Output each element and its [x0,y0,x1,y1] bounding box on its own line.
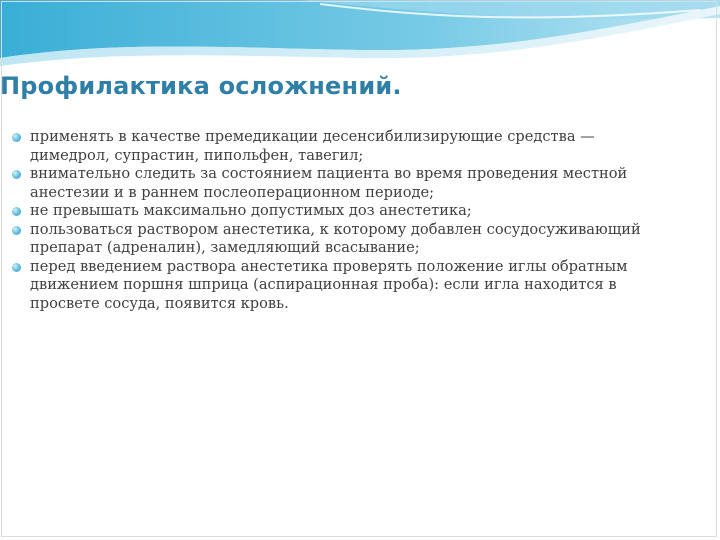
list-item [12,128,652,165]
bullet-text: внимательно следить за состоянием пациента во время проведения местной анестезии и в раннем послеоперационном периоде; [30,165,628,201]
bullet-dot-icon [12,207,21,216]
bullet-dot-icon [12,170,21,179]
header-wave-decoration [0,0,720,80]
slide-title: Профилактика осложнений. [0,72,402,100]
bullet-dot-icon [12,226,21,235]
bullet-dot-icon [12,263,21,272]
list-item [12,221,652,258]
bullet-list [12,128,652,313]
list-item [12,165,652,202]
list-item [12,202,652,221]
bullet-text: пользоваться раствором анестетика, к которому добавлен сосудосуживающий препарат (адреналин), замедляющий всасывание; [30,220,641,256]
bullet-text: применять в качестве премедикации десенсибилизирующие средства — димедрол, супрастин, пипольфен, тавегил; [30,128,595,164]
bullet-text: не превышать максимально допустимых доз анестетика; [30,202,472,219]
bullet-text: перед введением раствора анестетика проверять положение иглы обратным движением поршня шприца (аспирационная проба): если игла находится в просвете сосуда, появится кровь. [30,257,628,312]
bullet-dot-icon [12,133,21,142]
list-item [12,258,652,314]
